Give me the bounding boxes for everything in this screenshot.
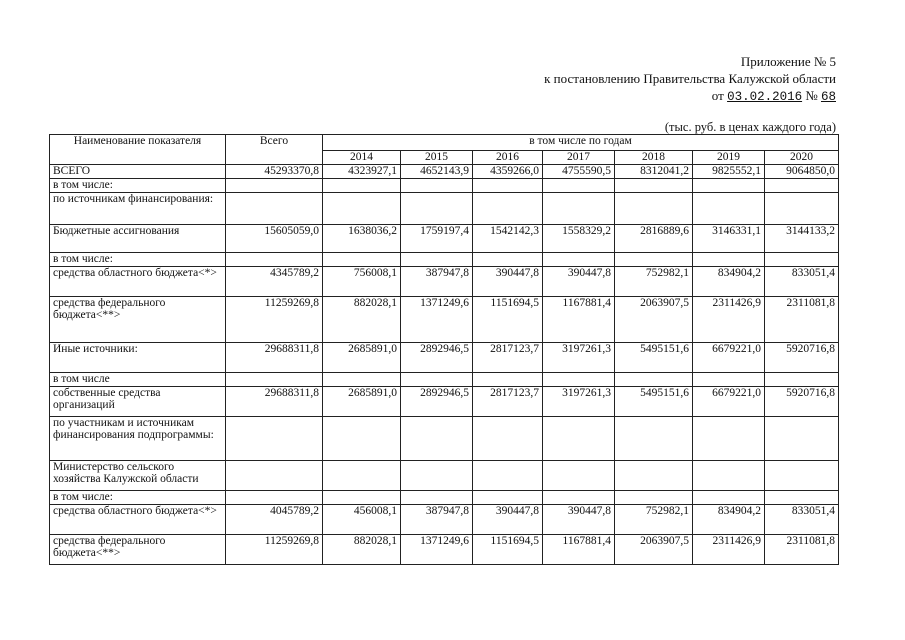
cell-year-2018: 5495151,6 <box>615 343 693 373</box>
cell-total: 11259269,8 <box>226 535 323 565</box>
cell-year-2014: 2685891,0 <box>323 387 401 417</box>
cell-year-2018: 752982,1 <box>615 505 693 535</box>
table-row <box>50 387 839 417</box>
cell-year-2016 <box>473 179 543 193</box>
row-label: средства областного бюджета<*> <box>50 505 226 535</box>
cell-year-2016 <box>473 417 543 461</box>
cell-total: 29688311,8 <box>226 387 323 417</box>
cell-year-2020 <box>765 373 839 387</box>
cell-year-2018: 2063907,5 <box>615 297 693 343</box>
cell-year-2019 <box>693 491 765 505</box>
cell-year-2014 <box>323 461 401 491</box>
cell-year-2014 <box>323 253 401 267</box>
cell-year-2017: 3197261,3 <box>543 387 615 417</box>
row-label: средства областного бюджета<*> <box>50 267 226 297</box>
cell-year-2017 <box>543 461 615 491</box>
cell-year-2018 <box>615 417 693 461</box>
cell-year-2016: 2817123,7 <box>473 343 543 373</box>
cell-year-2018 <box>615 373 693 387</box>
year-header-2019: 2019 <box>693 151 765 165</box>
cell-year-2015 <box>401 193 473 225</box>
cell-year-2014 <box>323 491 401 505</box>
row-label: Министерство сельского хозяйства Калужской области <box>50 461 226 491</box>
cell-total <box>226 373 323 387</box>
cell-year-2017 <box>543 491 615 505</box>
year-header-2016: 2016 <box>473 151 543 165</box>
cell-year-2014: 2685891,0 <box>323 343 401 373</box>
header-indicator-name: Наименование показателя <box>50 135 226 165</box>
cell-year-2014: 882028,1 <box>323 535 401 565</box>
cell-year-2020: 833051,4 <box>765 267 839 297</box>
cell-year-2015 <box>401 417 473 461</box>
cell-year-2020: 5920716,8 <box>765 387 839 417</box>
cell-year-2020: 2311081,8 <box>765 535 839 565</box>
cell-year-2014: 456008,1 <box>323 505 401 535</box>
row-label: в том числе: <box>50 179 226 193</box>
cell-year-2020 <box>765 461 839 491</box>
cell-total <box>226 491 323 505</box>
cell-year-2019: 9825552,1 <box>693 165 765 179</box>
date-value: 03.02.2016 <box>727 90 803 104</box>
cell-year-2018: 8312041,2 <box>615 165 693 179</box>
date-prefix: от <box>711 88 724 103</box>
cell-total: 45293370,8 <box>226 165 323 179</box>
row-label: собственные средства организаций <box>50 387 226 417</box>
cell-year-2014: 1638036,2 <box>323 225 401 253</box>
row-label: в том числе: <box>50 253 226 267</box>
cell-year-2016: 4359266,0 <box>473 165 543 179</box>
cell-total: 11259269,8 <box>226 297 323 343</box>
year-header-2018: 2018 <box>615 151 693 165</box>
cell-year-2017: 1558329,2 <box>543 225 615 253</box>
cell-year-2016: 390447,8 <box>473 505 543 535</box>
cell-year-2016 <box>473 373 543 387</box>
cell-year-2014 <box>323 417 401 461</box>
cell-year-2020: 2311081,8 <box>765 297 839 343</box>
header-by-years: в том числе по годам <box>323 135 839 151</box>
cell-year-2017: 4755590,5 <box>543 165 615 179</box>
cell-year-2020: 9064850,0 <box>765 165 839 179</box>
cell-year-2015 <box>401 491 473 505</box>
cell-year-2014: 882028,1 <box>323 297 401 343</box>
cell-year-2018 <box>615 491 693 505</box>
table-row <box>50 225 839 253</box>
cell-year-2015: 1371249,6 <box>401 297 473 343</box>
row-label: Иные источники: <box>50 343 226 373</box>
cell-year-2019: 2311426,9 <box>693 535 765 565</box>
cell-year-2016: 1151694,5 <box>473 535 543 565</box>
resolution-date-line <box>712 88 836 104</box>
table-row <box>50 179 839 193</box>
cell-year-2015: 2892946,5 <box>401 387 473 417</box>
cell-year-2018 <box>615 253 693 267</box>
units-note: (тыс. руб. в ценах каждого года) <box>664 120 836 134</box>
cell-year-2016: 1542142,3 <box>473 225 543 253</box>
row-label: ВСЕГО <box>50 165 226 179</box>
cell-year-2019: 2311426,9 <box>693 297 765 343</box>
cell-year-2018: 2816889,6 <box>615 225 693 253</box>
cell-year-2020 <box>765 193 839 225</box>
resolution-reference: к постановлению Правительства Калужской области <box>544 71 836 86</box>
cell-year-2019 <box>693 417 765 461</box>
table-row <box>50 297 839 343</box>
cell-total <box>226 193 323 225</box>
cell-year-2019 <box>693 461 765 491</box>
cell-year-2018: 752982,1 <box>615 267 693 297</box>
number-value: 68 <box>820 90 836 104</box>
cell-year-2019: 6679221,0 <box>693 343 765 373</box>
row-label: Бюджетные ассигнования <box>50 225 226 253</box>
cell-year-2019: 6679221,0 <box>693 387 765 417</box>
table-row <box>50 253 839 267</box>
cell-total: 4045789,2 <box>226 505 323 535</box>
cell-year-2017: 1167881,4 <box>543 535 615 565</box>
cell-year-2016 <box>473 491 543 505</box>
table-row <box>50 417 839 461</box>
cell-year-2016 <box>473 193 543 225</box>
cell-year-2020 <box>765 417 839 461</box>
row-label: по источникам финансирования: <box>50 193 226 225</box>
cell-total: 4345789,2 <box>226 267 323 297</box>
cell-year-2017 <box>543 417 615 461</box>
year-header-2014: 2014 <box>323 151 401 165</box>
cell-total <box>226 253 323 267</box>
cell-year-2018 <box>615 179 693 193</box>
cell-year-2019: 834904,2 <box>693 505 765 535</box>
cell-year-2017: 3197261,3 <box>543 343 615 373</box>
cell-year-2020 <box>765 179 839 193</box>
cell-year-2018 <box>615 461 693 491</box>
cell-year-2016: 1151694,5 <box>473 297 543 343</box>
cell-year-2019 <box>693 253 765 267</box>
year-header-2015: 2015 <box>401 151 473 165</box>
table-row <box>50 193 839 225</box>
cell-year-2015: 1759197,4 <box>401 225 473 253</box>
cell-year-2015: 387947,8 <box>401 267 473 297</box>
row-label: в том числе: <box>50 491 226 505</box>
table-row <box>50 461 839 491</box>
row-label: средства федерального бюджета<**> <box>50 297 226 343</box>
cell-year-2018: 2063907,5 <box>615 535 693 565</box>
cell-year-2017: 390447,8 <box>543 505 615 535</box>
cell-year-2015 <box>401 179 473 193</box>
cell-year-2019 <box>693 193 765 225</box>
cell-year-2018: 5495151,6 <box>615 387 693 417</box>
table-row <box>50 491 839 505</box>
cell-year-2014: 4323927,1 <box>323 165 401 179</box>
cell-total <box>226 461 323 491</box>
cell-year-2015 <box>401 253 473 267</box>
number-prefix: № <box>805 88 818 103</box>
cell-year-2015: 387947,8 <box>401 505 473 535</box>
table-row <box>50 165 839 179</box>
cell-year-2020: 3144133,2 <box>765 225 839 253</box>
cell-year-2016: 2817123,7 <box>473 387 543 417</box>
financing-table <box>49 134 839 565</box>
table-row <box>50 505 839 535</box>
year-header-2020: 2020 <box>765 151 839 165</box>
cell-year-2014 <box>323 179 401 193</box>
cell-total <box>226 417 323 461</box>
cell-total: 15605059,0 <box>226 225 323 253</box>
cell-year-2020: 5920716,8 <box>765 343 839 373</box>
row-label: по участникам и источникам финансирования подпрограммы: <box>50 417 226 461</box>
cell-year-2019: 834904,2 <box>693 267 765 297</box>
cell-year-2016 <box>473 461 543 491</box>
cell-year-2016 <box>473 253 543 267</box>
header-total: Всего <box>226 135 323 165</box>
cell-year-2017 <box>543 253 615 267</box>
cell-year-2020 <box>765 253 839 267</box>
cell-year-2015: 4652143,9 <box>401 165 473 179</box>
cell-year-2016: 390447,8 <box>473 267 543 297</box>
appendix-title: Приложение № 5 <box>740 54 836 69</box>
cell-year-2020 <box>765 491 839 505</box>
cell-year-2015 <box>401 461 473 491</box>
cell-year-2015: 1371249,6 <box>401 535 473 565</box>
cell-year-2019 <box>693 179 765 193</box>
cell-year-2015 <box>401 373 473 387</box>
cell-year-2015: 2892946,5 <box>401 343 473 373</box>
cell-year-2017 <box>543 193 615 225</box>
cell-year-2019: 3146331,1 <box>693 225 765 253</box>
table-row <box>50 343 839 373</box>
cell-year-2017: 390447,8 <box>543 267 615 297</box>
cell-year-2017 <box>543 179 615 193</box>
cell-year-2014: 756008,1 <box>323 267 401 297</box>
table-row <box>50 373 839 387</box>
table-row <box>50 535 839 565</box>
cell-year-2020: 833051,4 <box>765 505 839 535</box>
year-header-2017: 2017 <box>543 151 615 165</box>
row-label: средства федерального бюджета<**> <box>50 535 226 565</box>
cell-year-2017 <box>543 373 615 387</box>
row-label: в том числе <box>50 373 226 387</box>
cell-total <box>226 179 323 193</box>
cell-year-2014 <box>323 193 401 225</box>
cell-year-2018 <box>615 193 693 225</box>
cell-year-2019 <box>693 373 765 387</box>
cell-year-2017: 1167881,4 <box>543 297 615 343</box>
table-row <box>50 267 839 297</box>
cell-year-2014 <box>323 373 401 387</box>
cell-total: 29688311,8 <box>226 343 323 373</box>
